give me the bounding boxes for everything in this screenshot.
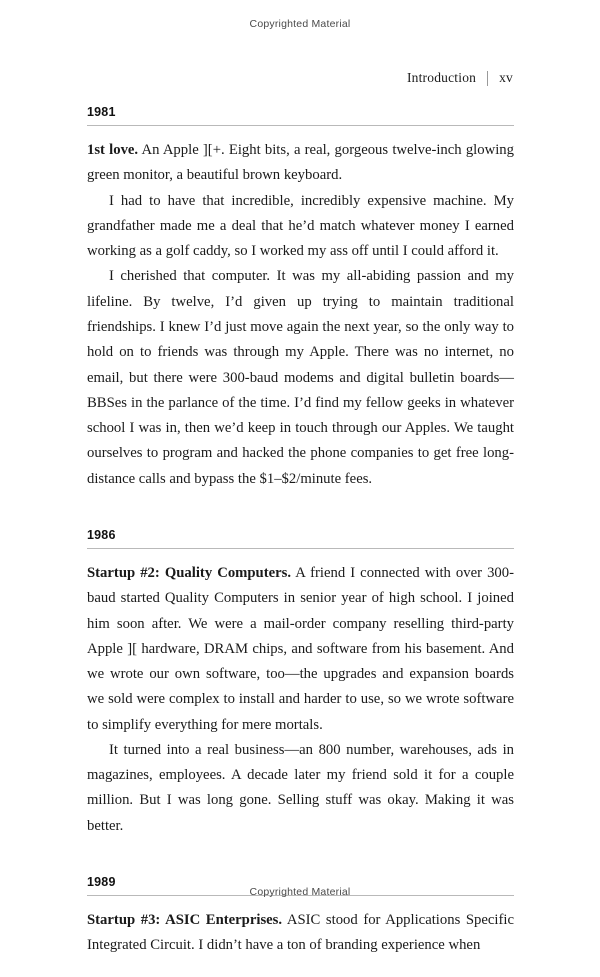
paragraph: It turned into a real business—an 800 number, warehouses, ads in magazines, employees. A decade later my friend sold it for a couple million. But I was long gone. Selling stuff was okay. Making it was better. <box>87 741 514 834</box>
section-year-heading: 1986 <box>87 527 116 542</box>
running-head <box>407 70 513 86</box>
section-1981 <box>87 105 514 492</box>
page-body <box>87 105 514 977</box>
paragraph <box>87 561 514 738</box>
paragraph-lead-in: 1st love. <box>87 142 139 158</box>
paragraph-text: ASIC stood for Applications Specific Integrated Circuit. I didn’t have a ton of branding experience when <box>87 912 514 954</box>
paragraph-lead-in: Startup #2: Quality Computers. <box>87 564 292 581</box>
paragraph <box>87 908 514 959</box>
section-divider <box>87 548 514 549</box>
running-head-title: Introduction <box>406 70 477 85</box>
section-divider <box>87 125 514 126</box>
section-spacer <box>87 859 514 875</box>
section-spacer <box>87 512 514 528</box>
paragraph-lead-in: Startup #3: ASIC Enterprises. <box>87 912 283 929</box>
paragraph-text: A friend I connected with over 300-baud started Quality Computers in senior year of high school. I joined him soon after. We were a mail-order company reselling third-party Apple ][ hardware, DRAM chips, and software from his basement. And we wrote our own software, too—the upgrades and expansion boards we sold were complex to install and harder to use, so we wrote software to simplify everything for mere mortals. <box>87 564 514 733</box>
paragraph: I cherished that computer. It was my all-abiding passion and my lifeline. By twelve, I’d given up trying to maintain traditional friendships. I knew I’d just move again the next year, so the only way to hold on to friends was through my Apple. There was no internet, no email, but there were 300-baud modems and digital bulletin boards—BBSes in the parlance of the time. I’d find my fellow geeks in whatever school I was in, then we’d keep in touch through our Apples. We taught ourselves to program and hacked the phone companies to get free long-distance calls and bypass the $1–$2/minute fees. <box>87 268 514 487</box>
page-number: xv <box>499 70 513 85</box>
running-head-divider <box>487 71 488 86</box>
copyright-watermark-bottom: Copyrighted Material <box>249 886 351 898</box>
paragraph-text: An Apple ][+. Eight bits, a real, gorgeous twelve-inch glowing green monitor, a beautiful brown keyboard. <box>87 142 514 184</box>
paragraph: I had to have that incredible, incredibly expensive machine. My grandfather made me a deal that he’d match whatever money I earned working as a golf caddy, so I worked my ass off until I could afford it. <box>87 192 514 260</box>
copyright-watermark-top: Copyrighted Material <box>249 18 351 30</box>
section-1986 <box>87 528 514 839</box>
paragraph <box>87 138 514 189</box>
section-year-heading: 1989 <box>87 875 116 890</box>
section-year-heading: 1981 <box>87 105 116 119</box>
